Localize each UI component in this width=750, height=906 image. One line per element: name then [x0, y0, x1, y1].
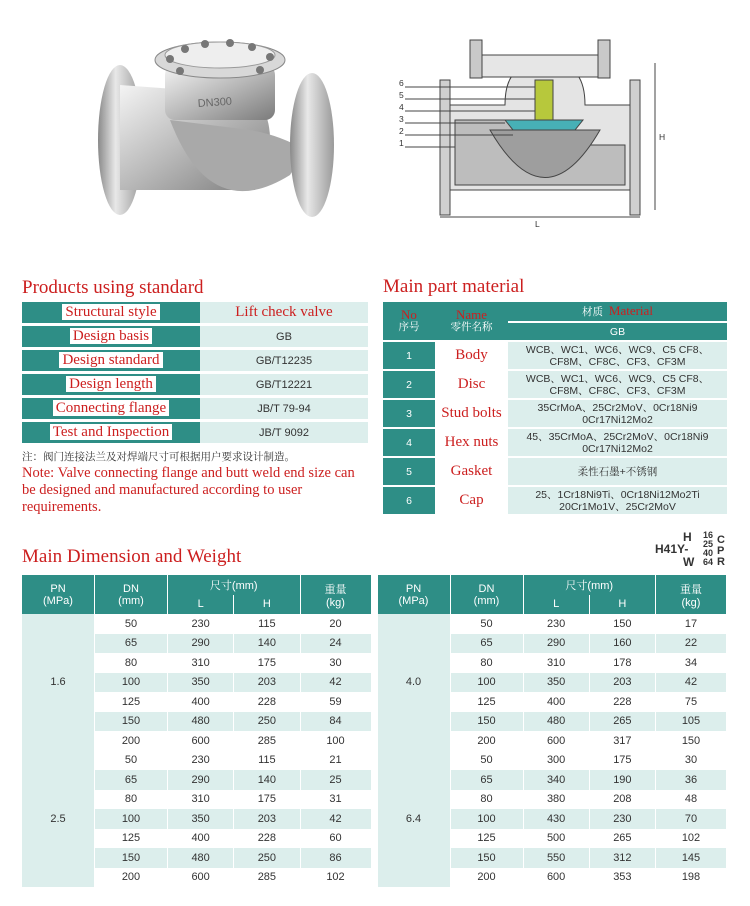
header-h: H	[589, 595, 655, 615]
pn-cell: 2.5	[22, 751, 95, 888]
l-cell: 380	[523, 790, 589, 810]
drawing-label-4: 4	[399, 102, 404, 112]
dn-cell: 125	[450, 692, 523, 712]
weight-cell: 17	[656, 614, 727, 634]
standard-table	[22, 302, 368, 446]
weight-cell: 30	[656, 751, 727, 771]
dn-cell: 150	[450, 848, 523, 868]
dn-cell: 100	[450, 809, 523, 829]
weight-cell: 22	[656, 634, 727, 654]
h-cell: 228	[589, 692, 655, 712]
material-no: 1	[383, 341, 435, 370]
h-cell: 285	[234, 868, 300, 888]
h-cell: 178	[589, 653, 655, 673]
l-cell: 600	[168, 868, 234, 888]
weight-cell: 21	[300, 751, 371, 771]
drawing-label-3: 3	[399, 114, 404, 124]
h-cell: 203	[234, 809, 300, 829]
h-cell: 140	[234, 634, 300, 654]
drawing-label-2: 2	[399, 126, 404, 136]
table-row	[22, 868, 727, 888]
standard-key: Design standard	[59, 352, 162, 368]
material-title: Main part material	[383, 276, 525, 297]
pn-cell: 4.0	[378, 614, 451, 751]
table-row	[22, 653, 727, 673]
dn-cell: 100	[450, 673, 523, 693]
l-cell: 290	[168, 770, 234, 790]
l-cell: 480	[523, 712, 589, 732]
table-row	[383, 341, 727, 370]
table-row	[383, 486, 727, 515]
model-p2: 25	[703, 539, 714, 549]
standard-key: Connecting flange	[53, 400, 169, 416]
weight-cell: 198	[656, 868, 727, 888]
model-code	[655, 530, 730, 574]
weight-cell: 145	[656, 848, 727, 868]
table-row	[22, 712, 727, 732]
note-en: Note: Valve connecting flange and butt weld end size can be designed and manufactured according to user requirements.	[22, 465, 355, 515]
weight-cell: 25	[300, 770, 371, 790]
drawing-label-5: 5	[399, 90, 404, 100]
weight-cell: 75	[656, 692, 727, 712]
h-cell: 312	[589, 848, 655, 868]
dimension-title: Main Dimension and Weight	[22, 546, 242, 567]
dn-cell: 80	[450, 790, 523, 810]
h-cell: 150	[589, 614, 655, 634]
model-s2: P	[717, 545, 725, 557]
l-cell: 310	[168, 790, 234, 810]
dn-cell: 65	[450, 770, 523, 790]
l-cell: 290	[168, 634, 234, 654]
table-row	[22, 848, 727, 868]
dim-l-label: L	[535, 219, 540, 229]
h-cell: 208	[589, 790, 655, 810]
h-cell: 190	[589, 770, 655, 790]
material-desc: 35CrMoA、25Cr2MoV、0Cr18Ni9 0Cr17Ni12Mo2	[508, 399, 727, 428]
table-row	[383, 457, 727, 486]
table-row	[22, 731, 727, 751]
header-weight: 重量	[680, 583, 702, 596]
l-cell: 400	[168, 692, 234, 712]
table-row	[22, 770, 727, 790]
h-cell: 317	[589, 731, 655, 751]
h-cell: 175	[589, 751, 655, 771]
dimension-table	[22, 575, 727, 887]
weight-cell: 102	[300, 868, 371, 888]
material-desc: 25、1Cr18Ni9Ti、0Cr18Ni12Mo2Ti 20Cr1Mo1V、25Cr2MoV	[508, 486, 727, 515]
l-cell: 340	[523, 770, 589, 790]
weight-cell: 34	[656, 653, 727, 673]
material-no: 6	[383, 486, 435, 515]
standard-value: GB	[200, 325, 368, 349]
material-name: Gasket	[450, 463, 493, 479]
dn-cell: 150	[95, 848, 168, 868]
dn-cell: 100	[95, 809, 168, 829]
material-no: 5	[383, 457, 435, 486]
l-cell: 430	[523, 809, 589, 829]
standard-value: JB/T 9092	[200, 421, 368, 445]
l-cell: 480	[168, 848, 234, 868]
table-row	[22, 751, 727, 771]
material-name: Disc	[457, 376, 486, 392]
h-cell: 115	[234, 614, 300, 634]
header-name-en: Name	[455, 307, 488, 322]
material-name: Cap	[459, 492, 484, 508]
standard-key: Design length	[66, 376, 156, 392]
header-mat-en: Material	[608, 303, 653, 318]
table-row	[22, 829, 727, 849]
dn-cell: 200	[95, 868, 168, 888]
h-cell: 250	[234, 848, 300, 868]
l-cell: 230	[168, 751, 234, 771]
weight-cell: 70	[656, 809, 727, 829]
material-no: 2	[383, 370, 435, 399]
l-cell: 600	[523, 731, 589, 751]
dn-cell: 125	[450, 829, 523, 849]
valve-photo	[80, 25, 350, 235]
material-desc: 柔性石墨+不锈钢	[508, 457, 727, 486]
header-no-cn: 序号	[398, 321, 420, 333]
material-header	[383, 302, 727, 322]
weight-cell: 150	[656, 731, 727, 751]
l-cell: 230	[523, 614, 589, 634]
material-desc: WCB、WC1、WC6、WC9、C5 CF8、CF8M、CF8C、CF3、CF3M	[508, 341, 727, 370]
weight-cell: 86	[300, 848, 371, 868]
material-table	[383, 302, 727, 516]
weight-cell: 24	[300, 634, 371, 654]
l-cell: 600	[523, 868, 589, 888]
h-cell: 285	[234, 731, 300, 751]
table-row	[22, 397, 368, 421]
table-row	[22, 349, 368, 373]
table-row	[22, 634, 727, 654]
weight-cell: 42	[300, 673, 371, 693]
h-cell: 353	[589, 868, 655, 888]
model-p3: 40	[703, 548, 714, 558]
section-drawing	[395, 25, 685, 230]
standard-value: JB/T 79-94	[200, 397, 368, 421]
material-name: Stud bolts	[441, 405, 502, 421]
standard-value: GB/T12221	[200, 373, 368, 397]
header-pn-unit: (MPa)	[398, 594, 429, 607]
model-s1: C	[717, 534, 725, 546]
model-s3: R	[717, 556, 725, 568]
dn-cell: 65	[450, 634, 523, 654]
h-cell: 230	[589, 809, 655, 829]
l-cell: 350	[168, 809, 234, 829]
header-l: L	[168, 595, 234, 615]
dimension-header	[22, 575, 727, 595]
table-row	[22, 673, 727, 693]
dn-cell: 100	[95, 673, 168, 693]
table-row	[22, 421, 368, 445]
weight-cell: 100	[300, 731, 371, 751]
header-weight: 重量	[324, 583, 347, 596]
material-desc: WCB、WC1、WC6、WC9、C5 CF8、CF8M、CF8C、CF3、CF3M	[508, 370, 727, 399]
standard-value: GB/T12235	[200, 349, 368, 373]
table-row	[22, 325, 368, 349]
pn-cell: 6.4	[378, 751, 451, 888]
h-cell: 250	[234, 712, 300, 732]
header-dn: DN	[478, 582, 495, 595]
l-cell: 300	[523, 751, 589, 771]
material-no: 4	[383, 428, 435, 457]
weight-cell: 105	[656, 712, 727, 732]
l-cell: 600	[168, 731, 234, 751]
dn-cell: 125	[95, 692, 168, 712]
header-mat-cn: 材质	[582, 306, 604, 318]
header-std: GB	[508, 322, 727, 341]
weight-cell: 48	[656, 790, 727, 810]
table-row	[383, 428, 727, 457]
dn-cell: 200	[95, 731, 168, 751]
weight-cell: 42	[300, 809, 371, 829]
header-dn: DN	[123, 582, 139, 595]
material-no: 3	[383, 399, 435, 428]
standard-title: Products using standard	[22, 277, 204, 298]
dn-cell: 80	[95, 790, 168, 810]
l-cell: 480	[168, 712, 234, 732]
h-cell: 175	[234, 653, 300, 673]
model-h: H	[683, 530, 692, 544]
h-cell: 228	[234, 829, 300, 849]
h-cell: 140	[234, 770, 300, 790]
l-cell: 230	[168, 614, 234, 634]
standard-key: Test and Inspection	[50, 424, 172, 440]
material-name: Body	[455, 347, 488, 363]
table-row	[22, 373, 368, 397]
weight-cell: 30	[300, 653, 371, 673]
model-mid: H41Y-	[655, 542, 689, 556]
dn-cell: 200	[450, 731, 523, 751]
material-name: Hex nuts	[444, 434, 499, 450]
material-desc: 45、35CrMoA、25Cr2MoV、0Cr18Ni9 0Cr17Ni12Mo2	[508, 428, 727, 457]
h-cell: 265	[589, 712, 655, 732]
h-cell: 203	[234, 673, 300, 693]
header-l: L	[523, 595, 589, 615]
header-size: 尺寸(mm)	[523, 575, 656, 595]
header-weight-unit: (kg)	[326, 596, 345, 609]
dn-cell: 50	[95, 751, 168, 771]
header-size: 尺寸(mm)	[168, 575, 301, 595]
table-row	[383, 370, 727, 399]
h-cell: 115	[234, 751, 300, 771]
dn-cell: 125	[95, 829, 168, 849]
dn-cell: 200	[450, 868, 523, 888]
weight-cell: 60	[300, 829, 371, 849]
dn-cell: 150	[95, 712, 168, 732]
h-cell: 228	[234, 692, 300, 712]
h-cell: 265	[589, 829, 655, 849]
dn-cell: 50	[450, 751, 523, 771]
weight-cell: 42	[656, 673, 727, 693]
standard-key: Design basis	[70, 328, 152, 344]
l-cell: 400	[168, 829, 234, 849]
weight-cell: 84	[300, 712, 371, 732]
weight-cell: 102	[656, 829, 727, 849]
table-row	[22, 614, 727, 634]
l-cell: 550	[523, 848, 589, 868]
l-cell: 290	[523, 634, 589, 654]
weight-cell: 59	[300, 692, 371, 712]
l-cell: 310	[168, 653, 234, 673]
table-row	[22, 809, 727, 829]
weight-cell: 31	[300, 790, 371, 810]
standard-value: Lift check valve	[200, 302, 368, 325]
dn-cell: 150	[450, 712, 523, 732]
l-cell: 500	[523, 829, 589, 849]
dim-h-label: H	[659, 132, 666, 142]
dn-cell: 80	[95, 653, 168, 673]
dn-cell: 80	[450, 653, 523, 673]
header-h: H	[234, 595, 300, 615]
header-pn: PN	[50, 582, 66, 595]
table-row	[22, 302, 368, 325]
flange-text: DN300	[197, 95, 233, 110]
h-cell: 160	[589, 634, 655, 654]
l-cell: 350	[168, 673, 234, 693]
weight-cell: 20	[300, 614, 371, 634]
header-dn-unit: (mm)	[118, 594, 144, 607]
dn-cell: 65	[95, 770, 168, 790]
dn-cell: 50	[95, 614, 168, 634]
header-name-cn: 零件名称	[450, 321, 493, 333]
weight-cell: 36	[656, 770, 727, 790]
pn-cell: 1.6	[22, 614, 95, 751]
header-pn-unit: (MPa)	[43, 594, 73, 607]
l-cell: 350	[523, 673, 589, 693]
drawing-label-6: 6	[399, 78, 404, 88]
model-p1: 16	[703, 530, 714, 540]
standard-key: Structural style	[62, 304, 159, 320]
dn-cell: 50	[450, 614, 523, 634]
header-pn: PN	[405, 582, 422, 595]
header-weight-unit: (kg)	[681, 596, 701, 609]
header-dn-unit: (mm)	[473, 594, 500, 607]
model-p4: 64	[703, 557, 714, 567]
header-no-en: No	[401, 307, 417, 322]
dn-cell: 65	[95, 634, 168, 654]
note-cn: 注：阀门连接法兰及对焊端尺寸可根据用户要求设计制造。	[22, 451, 295, 463]
h-cell: 203	[589, 673, 655, 693]
h-cell: 175	[234, 790, 300, 810]
model-w: W	[683, 555, 695, 569]
table-row	[22, 692, 727, 712]
drawing-label-1: 1	[399, 138, 404, 148]
table-row	[22, 790, 727, 810]
table-row	[383, 399, 727, 428]
l-cell: 310	[523, 653, 589, 673]
l-cell: 400	[523, 692, 589, 712]
